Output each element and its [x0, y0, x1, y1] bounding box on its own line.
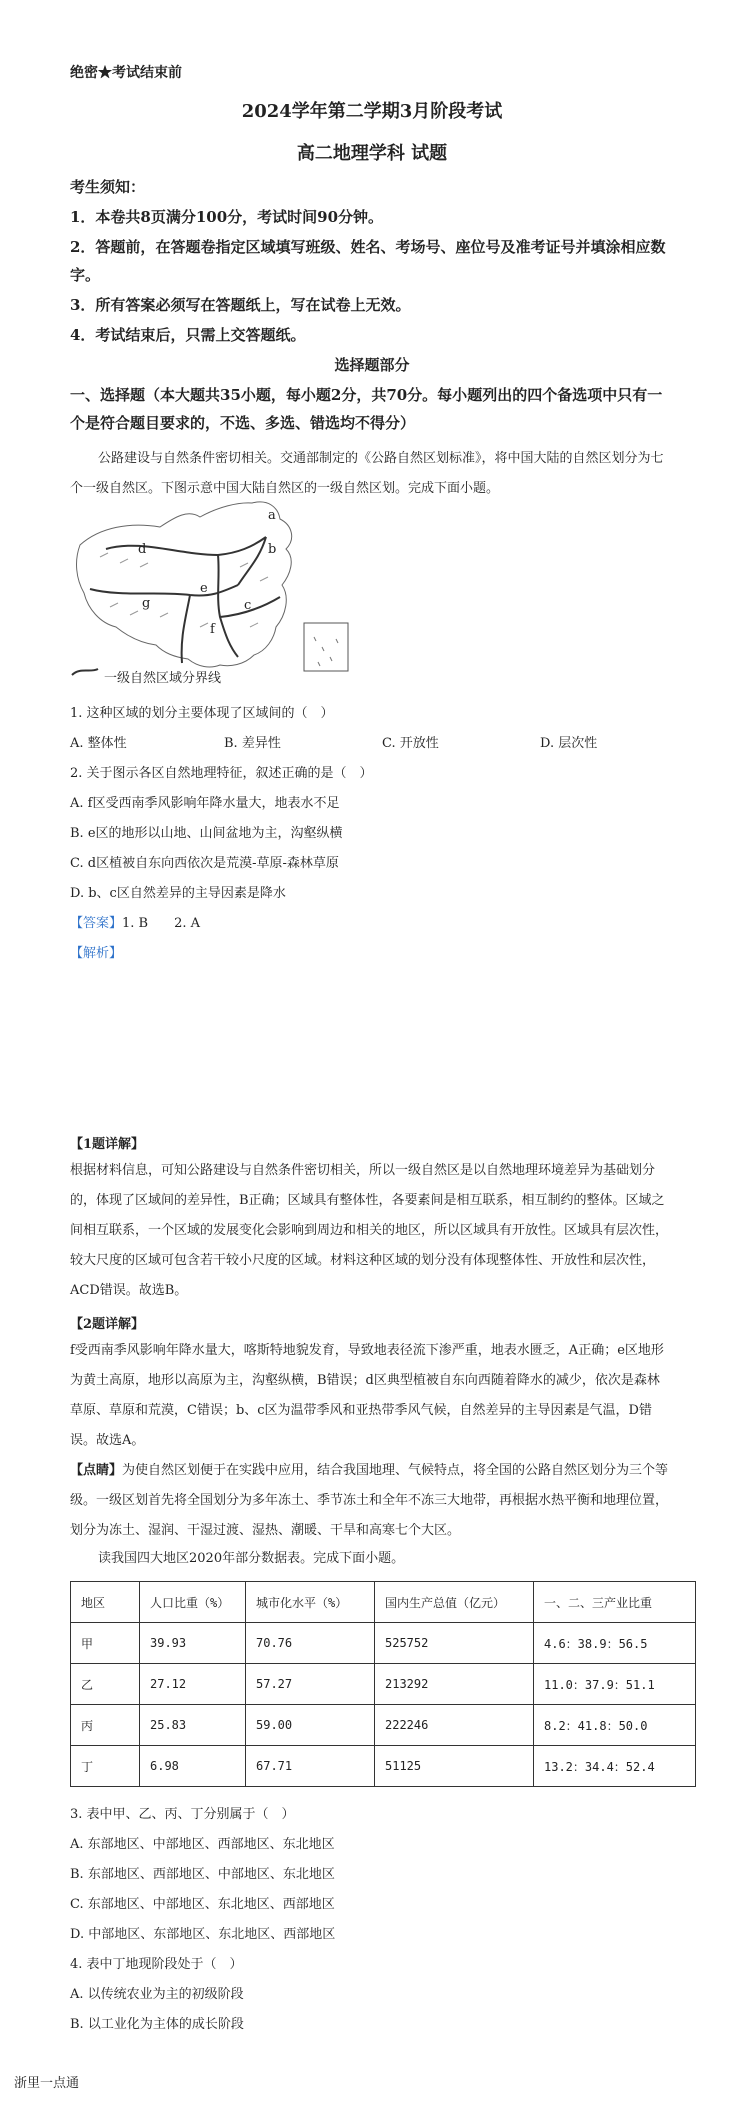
table-cell: 59.00 [246, 1705, 375, 1746]
table-cell: 13.2：34.4：52.4 [534, 1746, 696, 1787]
data-table [70, 1581, 696, 1787]
map-label-a: a [268, 508, 276, 523]
q1-option-b: B. 差异性 [224, 736, 281, 751]
detail1-line: 的，体现了区域间的差异性，B正确；区域具有整体性，各要素间是相互联系，相互制约的整体。区域之 [70, 1193, 665, 1208]
table-row [71, 1664, 696, 1705]
table-header-cell: 城市化水平（%） [246, 1582, 375, 1623]
table-cell: 8.2：41.8：50.0 [534, 1705, 696, 1746]
section-title: 选择题部分 [334, 356, 410, 374]
tip-line-text: 为使自然区划便于在实践中应用，结合我国地理、气候特点，将全国的公路自然区划分为三个等 [122, 1463, 669, 1478]
q3-option-b: B. 东部地区、西部地区、中部地区、东北地区 [70, 1867, 335, 1882]
map-legend-label: 一级自然区域分界线 [104, 671, 222, 686]
notice-heading: 考生须知： [70, 178, 146, 196]
table-cell: 51125 [375, 1746, 534, 1787]
table-cell: 丁 [71, 1746, 140, 1787]
detail2-line: f受西南季风影响年降水量大，喀斯特地貌发育，导致地表径流下渗严重，地表水匮乏，A正确；e区地形 [70, 1343, 664, 1358]
q2-option-d: D. b、c区自然差异的主导因素是降水 [70, 886, 286, 901]
passage2: 读我国四大地区2020年部分数据表。完成下面小题。 [98, 1551, 405, 1566]
table-cell: 甲 [71, 1623, 140, 1664]
q2-option-b: B. e区的地形以山地、山间盆地为主，沟壑纵横 [70, 826, 343, 841]
detail1-line: 根据材料信息，可知公路建设与自然条件密切相关，所以一级自然区是以自然地理环境差异为基础划分 [70, 1163, 656, 1178]
detail1-line: 间相互联系，一个区域的发展变化会影响到周边和相关的地区，所以区域具有开放性。区域具有层次性， [70, 1223, 669, 1238]
map-label-d: d [138, 542, 147, 557]
south-china-sea-inset [304, 623, 348, 671]
answer-line [70, 912, 200, 931]
legend-line-symbol [72, 669, 98, 675]
table-cell: 70.76 [246, 1623, 375, 1664]
answer-2: 2. A [174, 916, 201, 931]
table-row [71, 1746, 696, 1787]
tip-line [70, 1456, 710, 1486]
map-label-b: b [268, 542, 277, 557]
table-header-row [71, 1582, 696, 1623]
q1-option-c: C. 开放性 [382, 736, 439, 751]
tip-line: 划分为冻土、湿润、干湿过渡、湿热、潮暖、干旱和高寒七个大区。 [70, 1523, 461, 1538]
notice-item-4: 4．考试结束后，只需上交答题纸。 [70, 326, 306, 344]
q2-stem: 2. 关于图示各区自然地理特征，叙述正确的是（ ） [70, 766, 373, 781]
notice-item-1: 1．本卷共8页满分100分，考试时间90分钟。 [70, 208, 384, 226]
table-cell: 57.27 [246, 1664, 375, 1705]
table-cell: 4.6：38.9：56.5 [534, 1623, 696, 1664]
table-cell: 222246 [375, 1705, 534, 1746]
q1-stem: 1. 这种区域的划分主要体现了区域间的（ ） [70, 706, 334, 721]
footer-text: 浙里一点通 [14, 2076, 80, 2091]
mainland-outline [77, 502, 292, 667]
detail2-heading: 【2题详解】 [70, 1317, 145, 1332]
section-instruction-1: 一、选择题（本大题共35小题，每小题2分，共70分。每小题列出的四个备选项中只有一 [70, 386, 663, 404]
answer-1: 1. B [122, 916, 149, 931]
tip-line: 级。一级区划首先将全国划分为多年冻土、季节冻土和全年不冻三大地带，再根据水热平衡和地理位置， [70, 1493, 669, 1508]
map-label-e: e [200, 581, 208, 596]
q4-option-a: A. 以传统农业为主的初级阶段 [70, 1987, 244, 2002]
q1-option-a: A. 整体性 [70, 736, 127, 751]
table-cell: 6.98 [140, 1746, 246, 1787]
notice-item-2: 2．答题前，在答题卷指定区域填写班级、姓名、考场号、座位号及准考证号并填涂相应数 [70, 238, 666, 256]
boundary-line [218, 555, 238, 657]
table-cell: 27.12 [140, 1664, 246, 1705]
detail2-line: 草原、草原和荒漠，C错误；b、c区为温带季风和亚热带季风气候，自然差异的主导因素是气温，D错 [70, 1403, 652, 1418]
analysis-tag: 【解析】 [70, 946, 123, 961]
q3-stem: 3. 表中甲、乙、丙、丁分别属于（ ） [70, 1807, 295, 1822]
boundary-line [238, 537, 266, 585]
boundary-line [90, 585, 238, 596]
boundary-line [106, 537, 266, 555]
map-label-g: g [142, 596, 151, 611]
detail2-line: 误。故选A。 [70, 1433, 145, 1448]
map-hatching [100, 553, 268, 627]
detail2-line: 为黄土高原，地形以高原为主，沟壑纵横，B错误；d区典型植被自东向西随着降水的减少，依次是森林 [70, 1373, 660, 1388]
detail1-heading: 【1题详解】 [70, 1137, 145, 1152]
table-header-cell: 一、二、三产业比重 [534, 1582, 696, 1623]
china-natural-region-map [70, 497, 360, 685]
map-label-c: c [244, 598, 252, 613]
table-cell: 11.0：37.9：51.1 [534, 1664, 696, 1705]
q2-option-c: C. d区植被自东向西依次是荒漠-草原-森林草原 [70, 856, 339, 871]
table-cell: 213292 [375, 1664, 534, 1705]
table-cell: 丙 [71, 1705, 140, 1746]
notice-item-3: 3．所有答案必须写在答题纸上，写在试卷上无效。 [70, 296, 411, 314]
inset-dots [314, 637, 338, 666]
q2-option-a: A. f区受西南季风影响年降水量大，地表水不足 [70, 796, 340, 811]
table-header-cell: 国内生产总值（亿元） [375, 1582, 534, 1623]
q3-option-d: D. 中部地区、东部地区、东北地区、西部地区 [70, 1927, 336, 1942]
map-label-f: f [210, 622, 215, 637]
exam-title: 2024学年第二学期3月阶段考试 [241, 101, 503, 122]
table-row [71, 1623, 696, 1664]
q4-stem: 4. 表中丁地现阶段处于（ ） [70, 1957, 243, 1972]
table-cell: 25.83 [140, 1705, 246, 1746]
passage1-line2: 个一级自然区。下图示意中国大陆自然区的一级自然区划。完成下面小题。 [70, 481, 500, 496]
q3-option-c: C. 东部地区、中部地区、东北地区、西部地区 [70, 1897, 335, 1912]
detail2-text [70, 1336, 710, 1456]
boundary-line [182, 595, 190, 663]
q1-option-d: D. 层次性 [540, 736, 598, 751]
q3-option-a: A. 东部地区、中部地区、西部地区、东北地区 [70, 1837, 335, 1852]
table-cell: 39.93 [140, 1623, 246, 1664]
detail1-line: 较大尺度的区域可包含若干较小尺度的区域。材料这种区域的划分没有体现整体性、开放性和层次性， [70, 1253, 656, 1268]
table-header-cell: 人口比重（%） [140, 1582, 246, 1623]
table-header-cell: 地区 [71, 1582, 140, 1623]
detail1-line: ACD错误。故选B。 [70, 1283, 188, 1298]
table-cell: 67.71 [246, 1746, 375, 1787]
secret-label: 绝密★考试结束前 [70, 65, 182, 81]
table-cell: 乙 [71, 1664, 140, 1705]
answer-tag: 【答案】 [70, 916, 123, 931]
passage1-line1: 公路建设与自然条件密切相关。交通部制定的《公路自然区划标准》，将中国大陆的自然区划分为七 [98, 451, 664, 466]
table-row [71, 1705, 696, 1746]
notice-item-2-cont: 字。 [70, 266, 101, 284]
q4-option-b: B. 以工业化为主体的成长阶段 [70, 2017, 244, 2032]
table-cell: 525752 [375, 1623, 534, 1664]
detail1-text [70, 1156, 710, 1306]
tip-text [70, 1456, 710, 1546]
exam-subtitle: 高二地理学科 试题 [296, 143, 448, 164]
section-instruction-2: 个是符合题目要求的，不选、多选、错选均不得分） [70, 414, 416, 432]
tip-tag: 【点睛】 [70, 1463, 123, 1478]
